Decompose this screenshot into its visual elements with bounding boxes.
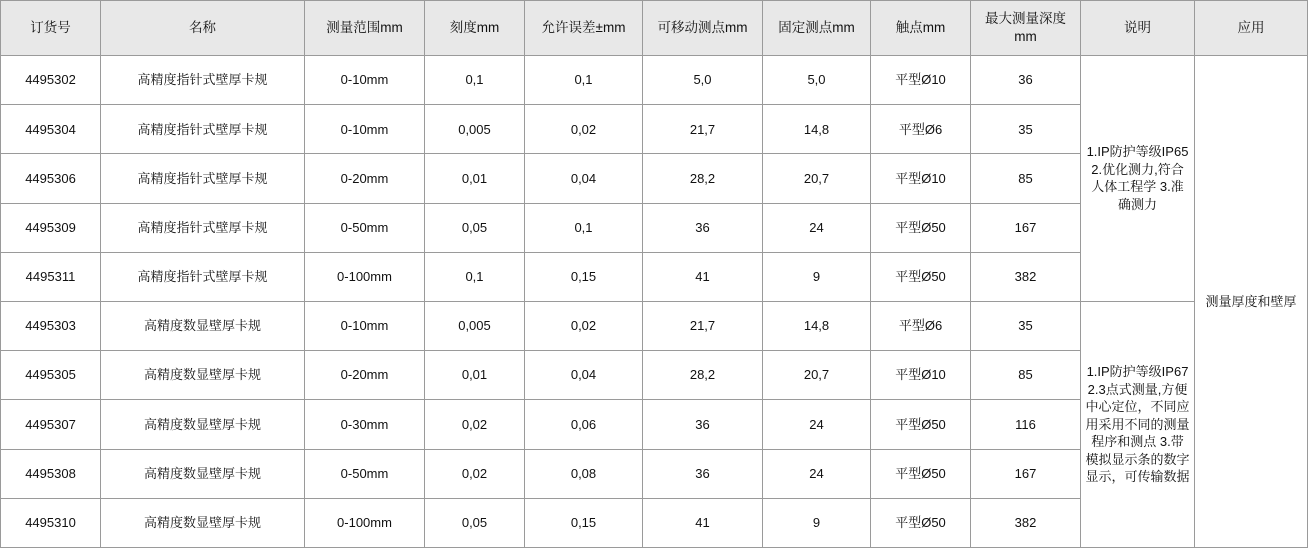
column-header-max-depth: 最大测量深度mm [971,1,1081,56]
table-row [1,56,1308,105]
cell-max-depth: 35 [971,301,1081,350]
cell-measuring-range: 0-10mm [305,56,425,105]
cell-name: 高精度数显壁厚卡规 [101,498,305,547]
cell-fixed-point: 9 [763,498,871,547]
cell-max-depth: 167 [971,203,1081,252]
column-header-application: 应用 [1195,1,1308,56]
cell-tolerance: 0,04 [525,154,643,203]
table-header [1,1,1308,56]
cell-movable-point: 41 [643,252,763,301]
cell-max-depth: 382 [971,498,1081,547]
cell-measuring-range: 0-20mm [305,154,425,203]
cell-max-depth: 382 [971,252,1081,301]
cell-tolerance: 0,1 [525,56,643,105]
cell-contact: 平型Ø50 [871,449,971,498]
cell-contact: 平型Ø6 [871,301,971,350]
cell-tolerance: 0,06 [525,400,643,449]
cell-description-dial-group: 1.IP防护等级IP65 2.优化测力,符合人体工程学 3.准确测力 [1081,56,1195,302]
cell-measuring-range: 0-30mm [305,400,425,449]
cell-tolerance: 0,08 [525,449,643,498]
cell-application: 测量厚度和壁厚 [1195,56,1308,548]
cell-order-number: 4495308 [1,449,101,498]
cell-movable-point: 41 [643,498,763,547]
cell-name: 高精度数显壁厚卡规 [101,449,305,498]
cell-name: 高精度指针式壁厚卡规 [101,203,305,252]
cell-contact: 平型Ø6 [871,105,971,154]
cell-order-number: 4495306 [1,154,101,203]
cell-max-depth: 35 [971,105,1081,154]
cell-order-number: 4495303 [1,301,101,350]
column-header-scale: 刻度mm [425,1,525,56]
cell-movable-point: 5,0 [643,56,763,105]
column-header-fixed-point: 固定测点mm [763,1,871,56]
cell-movable-point: 21,7 [643,105,763,154]
cell-fixed-point: 5,0 [763,56,871,105]
cell-scale: 0,02 [425,449,525,498]
cell-movable-point: 36 [643,203,763,252]
cell-tolerance: 0,15 [525,498,643,547]
cell-tolerance: 0,04 [525,351,643,400]
cell-fixed-point: 20,7 [763,154,871,203]
cell-movable-point: 21,7 [643,301,763,350]
cell-name: 高精度数显壁厚卡规 [101,400,305,449]
cell-contact: 平型Ø10 [871,56,971,105]
cell-fixed-point: 14,8 [763,105,871,154]
cell-scale: 0,005 [425,105,525,154]
cell-order-number: 4495305 [1,351,101,400]
table-body [1,56,1308,548]
cell-description-digital-group: 1.IP防护等级IP67 2.3点式测量,方便中心定位，不同应用采用不同的测量程序和测点 3.带模拟显示条的数字显示，可传输数据 [1081,301,1195,547]
cell-name: 高精度指针式壁厚卡规 [101,252,305,301]
cell-measuring-range: 0-10mm [305,105,425,154]
cell-tolerance: 0,1 [525,203,643,252]
column-header-movable-point: 可移动测点mm [643,1,763,56]
cell-contact: 平型Ø10 [871,154,971,203]
cell-max-depth: 85 [971,154,1081,203]
cell-scale: 0,005 [425,301,525,350]
cell-name: 高精度指针式壁厚卡规 [101,154,305,203]
cell-fixed-point: 24 [763,203,871,252]
cell-max-depth: 116 [971,400,1081,449]
cell-order-number: 4495302 [1,56,101,105]
table-row [1,301,1308,350]
cell-tolerance: 0,02 [525,105,643,154]
cell-measuring-range: 0-50mm [305,449,425,498]
cell-scale: 0,01 [425,154,525,203]
cell-fixed-point: 24 [763,400,871,449]
cell-name: 高精度数显壁厚卡规 [101,301,305,350]
cell-measuring-range: 0-10mm [305,301,425,350]
cell-fixed-point: 24 [763,449,871,498]
cell-contact: 平型Ø10 [871,351,971,400]
cell-movable-point: 28,2 [643,351,763,400]
cell-order-number: 4495309 [1,203,101,252]
column-header-measuring-range: 测量范围mm [305,1,425,56]
cell-name: 高精度指针式壁厚卡规 [101,105,305,154]
cell-contact: 平型Ø50 [871,203,971,252]
cell-scale: 0,05 [425,203,525,252]
cell-fixed-point: 14,8 [763,301,871,350]
cell-fixed-point: 9 [763,252,871,301]
cell-measuring-range: 0-100mm [305,498,425,547]
cell-movable-point: 28,2 [643,154,763,203]
cell-order-number: 4495307 [1,400,101,449]
column-header-contact: 触点mm [871,1,971,56]
cell-order-number: 4495311 [1,252,101,301]
column-header-description: 说明 [1081,1,1195,56]
cell-scale: 0,05 [425,498,525,547]
column-header-name: 名称 [101,1,305,56]
cell-movable-point: 36 [643,400,763,449]
cell-name: 高精度数显壁厚卡规 [101,351,305,400]
cell-tolerance: 0,02 [525,301,643,350]
cell-name: 高精度指针式壁厚卡规 [101,56,305,105]
cell-fixed-point: 20,7 [763,351,871,400]
cell-measuring-range: 0-20mm [305,351,425,400]
cell-scale: 0,1 [425,252,525,301]
header-row [1,1,1308,56]
cell-max-depth: 167 [971,449,1081,498]
cell-measuring-range: 0-100mm [305,252,425,301]
cell-contact: 平型Ø50 [871,498,971,547]
cell-scale: 0,02 [425,400,525,449]
cell-measuring-range: 0-50mm [305,203,425,252]
cell-order-number: 4495310 [1,498,101,547]
cell-contact: 平型Ø50 [871,400,971,449]
cell-max-depth: 85 [971,351,1081,400]
cell-movable-point: 36 [643,449,763,498]
column-header-tolerance: 允许误差±mm [525,1,643,56]
cell-max-depth: 36 [971,56,1081,105]
cell-tolerance: 0,15 [525,252,643,301]
cell-order-number: 4495304 [1,105,101,154]
cell-scale: 0,1 [425,56,525,105]
cell-contact: 平型Ø50 [871,252,971,301]
cell-scale: 0,01 [425,351,525,400]
column-header-order-number: 订货号 [1,1,101,56]
